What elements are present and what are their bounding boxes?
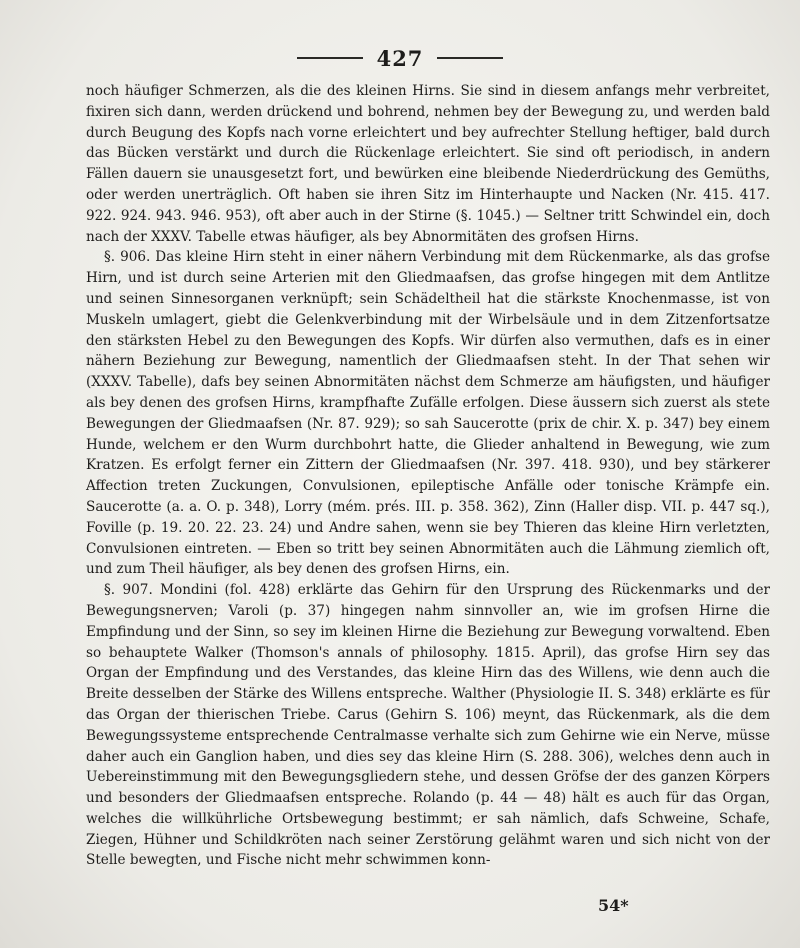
paragraph-continued: noch häufiger Schmerzen, als die des kleinen Hirns. Sie sind in diesem anfangs mehr verbreitet, fixiren sich dann, werden drückend und bohrend, nehmen bey der Bewegung zu, und werden bald durch Beugung des Kopfs nach vorne erleichtert und bey aufrechter Stellung heftiger, bald durch das Bücken verstärkt und durch die Rückenlage erleichtert. Sie sind oft periodisch, in andern Fällen dauern sie unausgesetzt fort, und bewürken eine bleibende Niederdrückung des Gemüths, oder werden unerträglich. Oft haben sie ihren Sitz im Hinterhaupte und Nacken (Nr. 415. 417. 922. 924. 943. 946. 953), oft aber auch in der Stirne (§. 1045.) — Seltner tritt Schwindel ein, doch nach der XXXV. Tabelle etwas häufiger, als bey Abnormitäten des grofsen Hirns. <box>86 83 770 245</box>
body-text <box>86 81 770 871</box>
signature-mark: 54* <box>598 896 629 915</box>
paragraph-section-907: §. 907. Mondini (fol. 428) erklärte das Gehirn für den Ursprung des Rückenmarks und der Bewegungsnerven; Varoli (p. 37) hingegen nahm sinnvoller an, wie im grofsen Hirne die Empfindung und der Sinn, so sey im kleinen Hirne die Beziehung zur Bewegung vorwaltend. Eben so behauptete Walker (Thomson's annals of philosophy. 1815. April), das grofse Hirn sey das Organ der Empfindung und des Verstandes, das kleine Hirn das des Willens, wie denn auch die Breite desselben der Stärke des Willens entspreche. Walther (Physiologie II. S. 348) erklärte es für das Organ der thierischen Triebe. Carus (Gehirn S. 106) meynt, das Rückenmark, als die dem Bewegungssysteme entsprechende Centralmasse verhalte sich zum Gehirne wie ein Nerve, müsse daher auch ein Ganglion haben, und dies sey das kleine Hirn (S. 288. 306), welches denn auch in Uebereinstimmung mit den Bewegungsgliedern stehe, und dessen Gröfse der des ganzen Körpers und besonders der Gliedmaafsen entspreche. Rolando (p. 44 — 48) hält es auch für das Organ, welches die willkührliche Ortsbewegung bestimmt; er sah nämlich, dafs Schweine, Schafe, Ziegen, Hühner und Schildkröten nach seiner Zerstörung gelähmt waren und sich nicht von der Stelle bewegten, und Fische nicht mehr schwimmen konn- <box>86 582 770 869</box>
page-header <box>0 44 800 72</box>
header-rule-left <box>297 57 363 59</box>
paragraph-section-906: §. 906. Das kleine Hirn steht in einer nähern Verbindung mit dem Rückenmarke, als das grofse Hirn, und ist durch seine Arterien mit den Gliedmaafsen, das grofse hingegen mit dem Antlitze und seinen Sinnesorganen verknüpft; sein Schädeltheil hat die stärkste Knochenmasse, ist von Muskeln umlagert, giebt die Gelenkverbindung mit der Wirbelsäule und in dem Zitzenfortsatze den stärksten Hebel zu den Bewegungen des Kopfs. Wir dürfen also vermuthen, dafs es in einer nähern Beziehung zur Bewegung, namentlich der Gliedmaafsen steht. In der That sehen wir (XXXV. Tabelle), dafs bey seinen Abnormitäten nächst dem Schmerze am häufigsten, und häufiger als bey denen des grofsen Hirns, krampfhafte Zufälle erfolgen. Diese äussern sich zuerst als stete Bewegungen der Gliedmaafsen (Nr. 87. 929); so sah Saucerotte (prix de chir. X. p. 347) bey einem Hunde, welchem er den Wurm durchbohrt hatte, die Glieder anhaltend in Bewegung, wie zum Kratzen. Es erfolgt ferner ein Zittern der Gliedmaafsen (Nr. 397. 418. 930), und bey stärkerer Affection treten Zuckungen, Convulsionen, epileptische Anfälle oder tonische Krämpfe ein. Saucerotte (a. a. O. p. 348), Lorry (mém. prés. III. p. 358. 362), Zinn (Haller disp. VII. p. 447 sq.), Foville (p. 19. 20. 22. 23. 24) und Andre sahen, wenn sie bey Thieren das kleine Hirn verletzten, Convulsionen eintreten. — Eben so tritt bey seinen Abnormitäten auch die Lähmung ziemlich oft, und zum Theil häufiger, als bey denen des grofsen Hirns, ein. <box>86 249 770 578</box>
header-rule-right <box>437 57 503 59</box>
page-number: 427 <box>376 45 424 71</box>
